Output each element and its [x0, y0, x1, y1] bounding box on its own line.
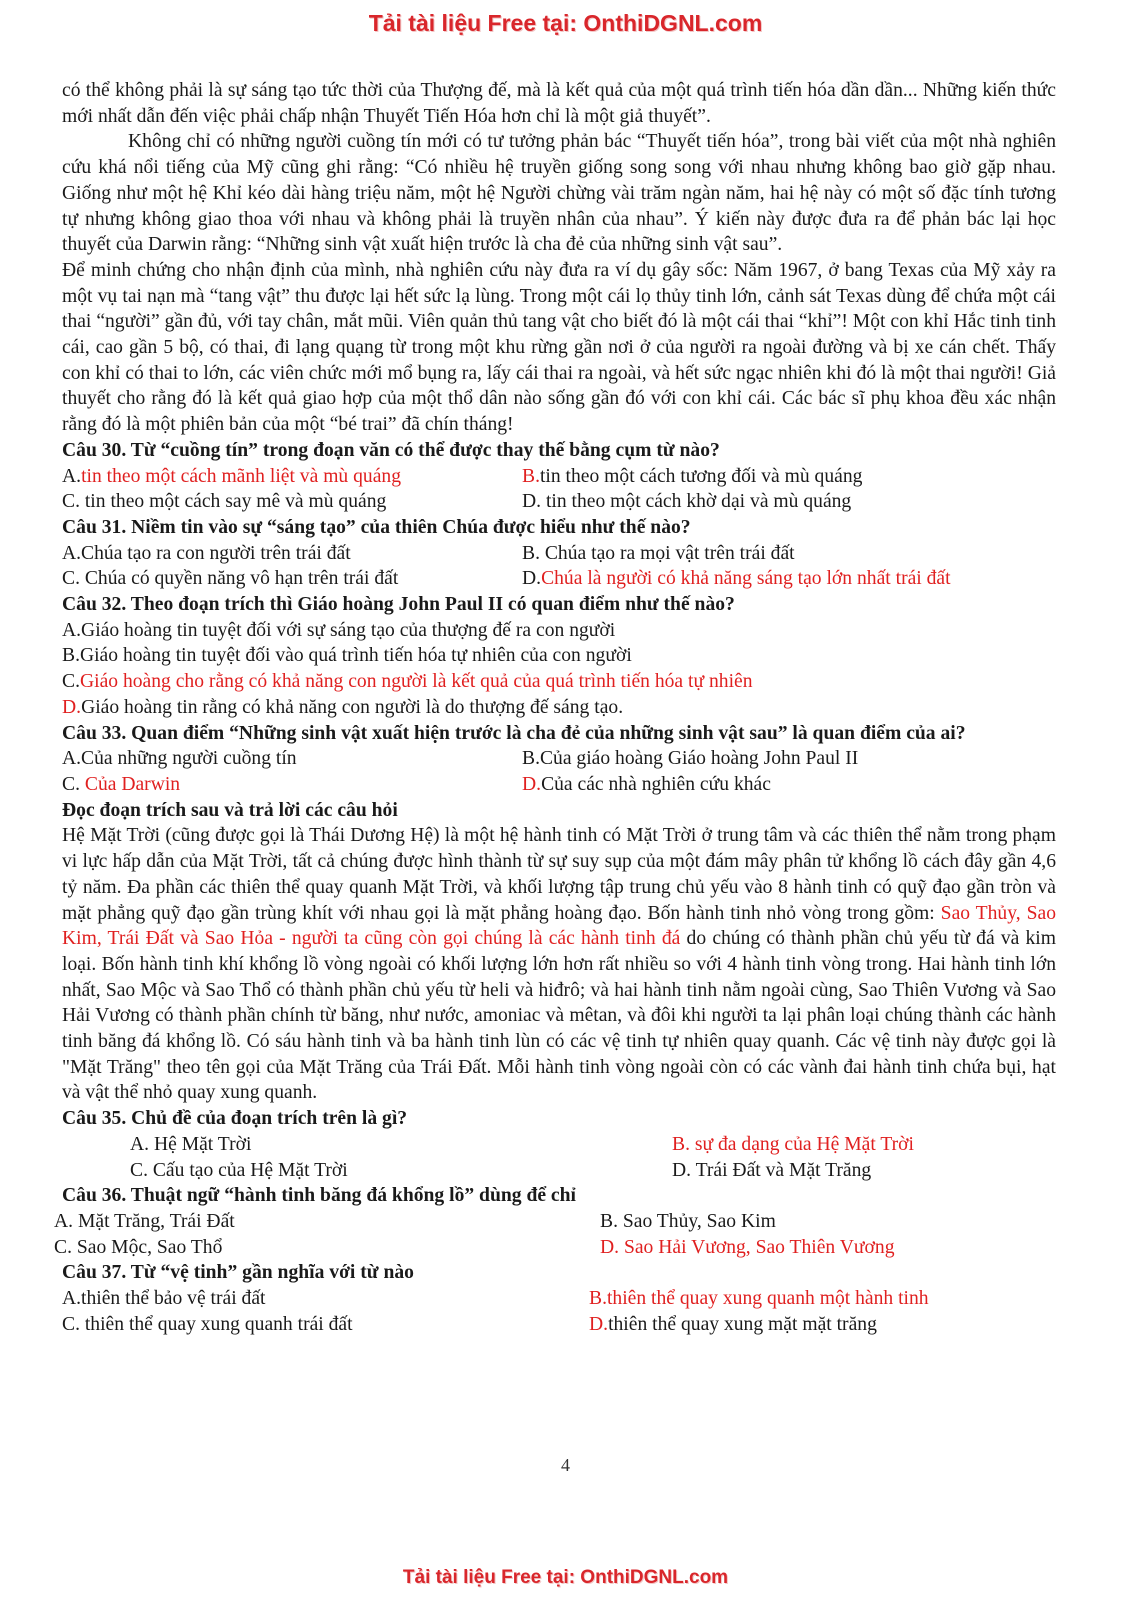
- question-32: Câu 32. Theo đoạn trích thì Giáo hoàng John Paul II có quan điểm như thế nào?: [62, 594, 735, 616]
- option-b: B. Chúa tạo ra mọi vật trên trái đất: [522, 542, 795, 564]
- paragraph-1: có thể không phải là sự sáng tạo tức thời của Thượng đế, mà là kết quả của một quá trình tiến hóa dần dần... Những kiến thức mới nhất dẫn đến việc phải chấp nhận Thuyết Tiến Hóa hơn chỉ là một giả thuyết”.: [62, 80, 1056, 127]
- question-31-options: [62, 541, 1056, 592]
- option-b: B.Của giáo hoàng Giáo hoàng John Paul II: [522, 748, 859, 770]
- paragraph-2: Không chỉ có những người cuồng tín mới có tư tưởng phản bác “Thuyết tiến hóa”, trong bài viết của một nhà nghiên cứu khá nổi tiếng của Mỹ cũng ghi rằng: “Có nhiều hệ truyền giống song song với nhau nhưng không bao giờ gặp nhau. Giống như một hệ Khỉ kéo dài hàng triệu năm, một hệ Người chừng vài trăm ngàn năm, hai hệ này có một số đặc tính tương tự nhưng không giao thoa với nhau và không phải là truyền nhân của nhau”. Ý kiến này được đưa ra để phản bác lại học thuyết của Darwin rằng: “Những sinh vật xuất hiện trước là cha đẻ của những sinh vật sau”.: [62, 131, 1056, 256]
- question-35-options: [62, 1132, 1056, 1183]
- option-d: D. Trái Đất và Mặt Trăng: [672, 1159, 872, 1181]
- option-c: C. Cấu tạo của Hệ Mặt Trời: [130, 1159, 348, 1181]
- option-b: B. Sao Thủy, Sao Kim: [600, 1210, 776, 1232]
- option-b: B. sự đa dạng của Hệ Mặt Trời: [672, 1133, 914, 1155]
- section-heading: Đọc đoạn trích sau và trả lời các câu hỏi: [62, 799, 398, 821]
- question-33-options: [62, 746, 1056, 797]
- option-c: C.Giáo hoàng cho rằng có khả năng con người là kết quả của quá trình tiến hóa tự nhiên: [62, 671, 753, 693]
- question-37: Câu 37. Từ “vệ tinh” gần nghĩa với từ nào: [62, 1262, 414, 1284]
- option-b: B.Giáo hoàng tin tuyệt đối vào quá trình tiến hóa tự nhiên của con người: [62, 645, 632, 667]
- option-a: A.Chúa tạo ra con người trên trái đất: [62, 542, 351, 564]
- option-d: D. Sao Hải Vương, Sao Thiên Vương: [600, 1236, 895, 1258]
- question-35: Câu 35. Chủ đề của đoạn trích trên là gì?: [62, 1108, 408, 1130]
- option-c: C. tin theo một cách say mê và mù quáng: [62, 491, 387, 513]
- paragraph-4: Hệ Mặt Trời (cũng được gọi là Thái Dương Hệ) là một hệ hành tinh có Mặt Trời ở trung tâm và các thiên thể nằm trong phạm vi lực hấp dẫn của Mặt Trời, tất cả chúng được hình thành từ sự suy sụp của một đám mây phân tử khổng lồ cách đây gần 4,6 tỷ năm. Đa phần các thiên thể quay quanh Mặt Trời, và khối lượng tập trung chủ yếu vào 8 hành tinh có quỹ đạo gần tròn và mặt phẳng quỹ đạo gần trùng khít với nhau gọi là mặt phẳng hoàng đạo. Bốn hành tinh nhỏ vòng trong gồm: Sao Thủy, Sao Kim, Trái Đất và Sao Hỏa - người ta cũng còn gọi chúng là các hành tinh đá do chúng có thành phần chủ yếu từ đá và kim loại. Bốn hành tinh khí khổng lồ vòng ngoài có khối lượng lớn hơn rất nhiều so với 4 hành tinh vòng trong. Hai hành tinh lớn nhất, Sao Mộc và Sao Thổ có thành phần chủ yếu từ heli và hiđrô; và hai hành tinh nằm ngoài cùng, Sao Thiên Vương và Sao Hải Vương có thành phần chính từ băng, như nước, amoniac và mêtan, và đôi khi người ta lại phân loại chúng thành các hành tinh băng đá khổng lồ. Có sáu hành tinh và ba hành tinh lùn có các vệ tinh tự nhiên quay quanh. Các vệ tinh này được gọi là "Mặt Trăng" theo tên gọi của Mặt Trăng của Trái Đất. Mỗi hành tinh vòng ngoài còn có các vành đai hành tinh chứa bụi, hạt và vật thể nhỏ quay xung quanh.: [62, 825, 1056, 1104]
- option-b: B.tin theo một cách tương đối và mù quáng: [522, 465, 863, 487]
- header-banner-link[interactable]: Tải tài liệu Free tại: OnthiDGNL.com: [368, 10, 763, 36]
- question-33: Câu 33. Quan điểm “Những sinh vật xuất hiện trước là cha đẻ của những sinh vật sau” là quan điểm của ai?: [62, 722, 966, 744]
- footer-banner-link[interactable]: Tải tài liệu Free tại: OnthiDGNL.com: [402, 1567, 729, 1588]
- option-a: A.thiên thể bảo vệ trái đất: [62, 1288, 266, 1310]
- question-30: Câu 30. Từ “cuồng tín” trong đoạn văn có thể được thay thế bằng cụm từ nào?: [62, 439, 720, 461]
- page-number: 4: [561, 1455, 570, 1475]
- document-body: [54, 78, 1056, 1337]
- paragraph-3: Để minh chứng cho nhận định của mình, nhà nghiên cứu này đưa ra ví dụ gây sốc: Năm 1967, ở bang Texas của Mỹ xảy ra một vụ tai nạn mà “tang vật” thu được lại hết sức lạ lùng. Trong một cái lọ thủy tinh lớn, cảnh sát Texas dùng để chứa một cái thai “người” gần đủ, với tay chân, mắt mũi. Viên quản thủ tang vật cho biết đó là một cái thai “khỉ”! Một con khỉ Hắc tinh tinh cái, cao gần 5 bộ, có thai, đi lạng quạng từ trong một khu rừng gần nơi ở của người ra ngoài đường và bị xe cán chết. Thấy con khỉ có thai to lớn, các viên chức mới mổ bụng ra, lấy cái thai ra ngoài, và hết sức ngạc nhiên khi đó là một thai người! Giả thuyết cho rằng đó là kết quả giao hợp của một thổ dân nào sống gần đó với con khỉ cái. Các bác sĩ phụ khoa đều xác nhận rằng đó là một phiên bản của một “bé trai” đã chín tháng!: [62, 259, 1056, 436]
- option-c: C. Chúa có quyền năng vô hạn trên trái đất: [62, 568, 399, 590]
- question-36-options: [54, 1209, 1056, 1260]
- option-a: A.Của những người cuồng tín: [62, 748, 297, 770]
- option-a: A.Giáo hoàng tin tuyệt đối với sự sáng tạo của thượng đế ra con người: [62, 619, 616, 641]
- question-32-options: [62, 618, 1056, 721]
- option-a: A. Hệ Mặt Trời: [130, 1133, 252, 1155]
- option-d: D. tin theo một cách khờ dại và mù quáng: [522, 491, 852, 513]
- option-d: D.Giáo hoàng tin rằng có khả năng con người là do thượng đế sáng tạo.: [62, 696, 624, 718]
- option-a: A.tin theo một cách mãnh liệt và mù quáng: [62, 465, 402, 487]
- question-37-options: [62, 1286, 1056, 1337]
- option-c: C. thiên thể quay xung quanh trái đất: [62, 1313, 353, 1335]
- question-31: Câu 31. Niềm tin vào sự “sáng tạo” của thiên Chúa được hiểu như thế nào?: [62, 516, 691, 538]
- option-d: D.thiên thể quay xung mặt mặt trăng: [589, 1313, 877, 1335]
- option-c: C. Của Darwin: [62, 773, 181, 795]
- option-d: D.Chúa là người có khả năng sáng tạo lớn nhất trái đất: [522, 568, 951, 590]
- option-d: D.Của các nhà nghiên cứu khác: [522, 773, 771, 795]
- option-a: A. Mặt Trăng, Trái Đất: [54, 1210, 235, 1232]
- question-30-options: [62, 464, 1056, 515]
- question-36: Câu 36. Thuật ngữ “hành tinh băng đá khổng lồ” dùng để chỉ: [62, 1185, 576, 1207]
- option-c: C. Sao Mộc, Sao Thổ: [54, 1236, 223, 1258]
- option-b: B.thiên thể quay xung quanh một hành tinh: [589, 1288, 929, 1310]
